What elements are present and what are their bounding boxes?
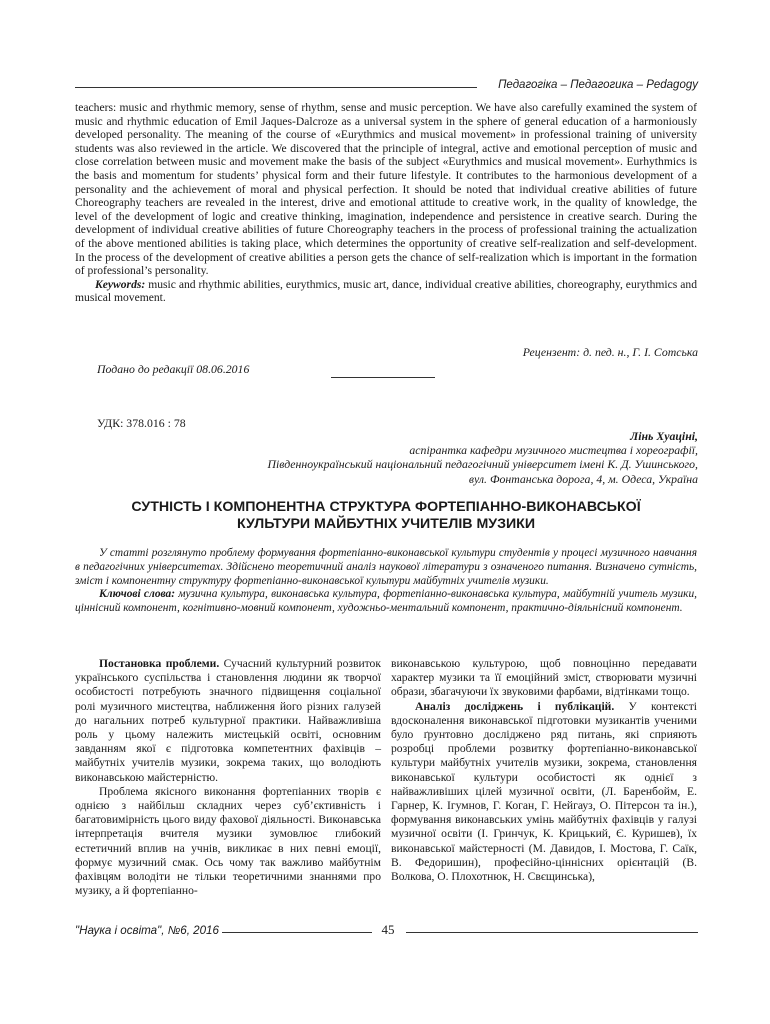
keywords-ua-text: музична культура, виконавська культура, фортепіанно-виконавська культура, майбутній учитель музики, ціннісний компонент, когнітивно-мовний компонент, художньо-ментальний компонент, практично-діяльнісний компонент. bbox=[75, 588, 698, 615]
body-column-right bbox=[391, 657, 697, 884]
literature-review-heading: Аналіз досліджень і публікацій. bbox=[415, 699, 615, 713]
abstract-ua-keywords bbox=[75, 588, 697, 616]
abstract-en-keywords bbox=[75, 278, 697, 305]
author-position: аспірантка кафедри музичного мистецтва і хореографії, bbox=[409, 443, 698, 458]
submitted-date: Подано до редакції 08.06.2016 bbox=[97, 362, 250, 376]
problem-statement-text: Сучасний культурний розвиток українського суспільства і становлення людини як творчої особистості потребують значного підвищення соціальної ролі музичного мистецтва, наближення його різних галузей до нагальних потреб культурної практики. Найважливіша роль у цьому належить мистецькій освіті, основним завданням якої є підготовка компетентних фахівців – майбутніх учителів музики, зокрема таких, що володіють виконавською майстерністю. bbox=[75, 657, 381, 784]
page-number: 45 bbox=[381, 922, 395, 937]
ukrainian-abstract bbox=[75, 547, 697, 616]
problem-statement-paragraph bbox=[75, 657, 381, 785]
literature-review-text: У контексті вдосконалення виконавської підготовки музикантів ученими було ґрунтовно досліджено ряд питань, які сприяють розробці проблеми розвитку фортепіанно-виконавської культури майбутніх учителів музики, зокрема, становлення виконавської культури особистості як однієї з найважливіших цілей музичної освіти, (Л. Баренбойм, Е. Гарнер, К. Ігумнов, Г. Коган, Г. Нейгауз, О. Пітерсон та ін.), формування виконавських умінь майбутніх фахівців у галузі музичної освіти (І. Гринчук, К. Крицький, Є. Куришев), їх виконавської майстерності (М. Давидов, І. Мостова, Г. Саїк, В. Федоришин), професійно-ціннісних орієнтацій (В. Волкова, О. Плохотнюк, Н. Свєщинська), bbox=[391, 699, 697, 884]
body-paragraph-continued: виконавською культурою, щоб повноцінно передавати характер музики та її емоційний зміст, створювати музичні образи, збагачуючи їх звуковими фарбами, відтінками тощо. bbox=[391, 657, 697, 699]
title-line-2: КУЛЬТУРИ МАЙБУТНІХ УЧИТЕЛІВ МУЗИКИ bbox=[236, 516, 536, 532]
udk-code: УДК: 378.016 : 78 bbox=[97, 416, 186, 430]
footer-rule-right bbox=[406, 932, 698, 933]
literature-review-paragraph bbox=[391, 700, 697, 885]
header-rule bbox=[75, 87, 477, 88]
keywords-ua-label: Ключові слова: bbox=[99, 588, 176, 601]
running-header: Педагогіка – Педагогика – Pedagogy bbox=[498, 79, 698, 91]
footer-rule-left bbox=[222, 932, 372, 933]
author-block bbox=[200, 429, 698, 486]
english-abstract bbox=[75, 101, 697, 305]
journal-footer: "Наука і освіта", №6, 2016 bbox=[75, 924, 219, 937]
author-address: вул. Фонтанська дорога, 4, м. Одеса, Україна bbox=[468, 471, 698, 486]
problem-statement-heading: Постановка проблеми. bbox=[99, 657, 220, 670]
keywords-label: Keywords: bbox=[95, 277, 146, 291]
abstract-ua-body: У статті розглянуто проблему формування фортепіанно-виконавської культури студентів у процесі музичного навчання в педагогічних університетах. Здійснено теоретичний аналіз наукової літератури з означеного питання. Визначено сутність, зміст і компонентну структуру фортепіанно-виконавської культури майбутніх учителів музики. bbox=[75, 547, 697, 587]
body-paragraph: Проблема якісного виконання фортепіанних творів є однією з найбільш складних через суб’єктивність і багатовимірність цього виду фахової діяльності. Виконавська інтерпретація вчителя музики зумовлює глибокий естетичний вплив на учнів, викликає в них певні емоції, формує музичний смак. Ось чому так важливо майбутнім фахівцям володіти не тільки теоретичними знаннями про музику, а й фортепіанно- bbox=[75, 784, 381, 898]
section-separator bbox=[331, 377, 435, 378]
article-title bbox=[75, 499, 697, 533]
title-line-1: СУТНІСТЬ І КОМПОНЕНТНА СТРУКТУРА ФОРТЕПІАННО-ВИКОНАВСЬКОЇ bbox=[131, 499, 641, 515]
abstract-en-body: teachers: music and rhythmic memory, sense of rhythm, sense and music perception. We have also carefully examined the system of music and rhythmic education of Emil Jaques-Dalcroze as a universal system in the sphere of general education of a harmoniously developed personality. The meaning of the course of «Eurythmics and musical movement» in professional training of university students was also reviewed in the article. We discovered that the principle of integral, active and emotional perception of music and close correlation between music and movement make the basis of the subject «Eurythmics and musical movement». Eurhythmics is the basis and momentum for students’ physical form and their future lifestyle. It contributes to the harmonious development of a personality and the achievement of moral and physical perfection. It should be noted that individual creative abilities of future Choreography teachers are revealed in the interest, drive and emotional attitude to creative work, in the quality of knowledge, the level of the development of logic and creative thinking, imagination, independence and persistence in creative search. During the development of individual creative abilities of future Choreography teachers in the process of professional training the actualization of the above mentioned abilities is taking place, which determines the opportunity of creative self-realization and self-development. In the process of the development of creative abilities a person gets the chance of self-realization which is important in the formation of professional’s personality. bbox=[75, 101, 697, 278]
author-university: Південноукраїнський національний педагогічний університет імені К. Д. Ушинського, bbox=[267, 457, 698, 472]
author-name: Лінь Хуаціні, bbox=[630, 429, 698, 443]
reviewer-line: Рецензент: д. пед. н., Г. І. Сотська bbox=[522, 345, 698, 359]
body-column-left bbox=[75, 657, 381, 898]
keywords-text: music and rhythmic abilities, eurythmics, music art, dance, individual creative abilities, choreography, eurythmics and musical movement. bbox=[75, 277, 697, 305]
